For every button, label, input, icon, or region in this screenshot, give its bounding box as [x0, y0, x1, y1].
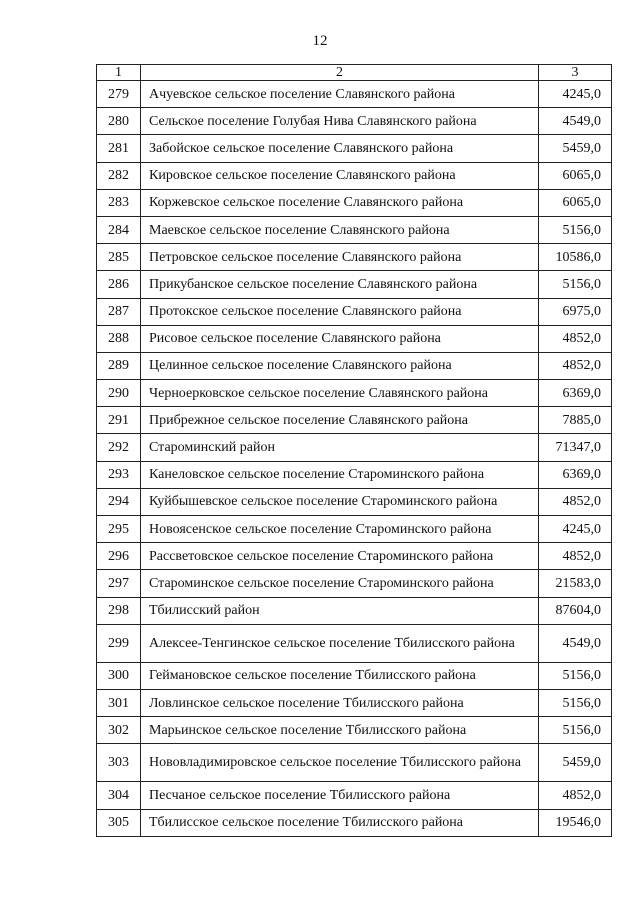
row-value: 5156,0: [539, 662, 612, 689]
row-value: 6065,0: [539, 189, 612, 216]
header-col-1: 1: [97, 65, 141, 81]
row-value: 4245,0: [539, 516, 612, 543]
row-number: 299: [97, 624, 141, 662]
row-value: 7885,0: [539, 407, 612, 434]
header-col-2: 2: [141, 65, 539, 81]
row-name: Целинное сельское поселение Славянского района: [141, 352, 539, 379]
row-value: 5156,0: [539, 271, 612, 298]
row-number: 300: [97, 662, 141, 689]
row-number: 293: [97, 461, 141, 488]
row-value: 5156,0: [539, 689, 612, 716]
row-number: 292: [97, 434, 141, 461]
table-row: [97, 81, 612, 108]
row-value: 4245,0: [539, 81, 612, 108]
row-name: Староминский район: [141, 434, 539, 461]
row-value: 4852,0: [539, 782, 612, 809]
page-number: 12: [312, 33, 328, 49]
table-row: [97, 162, 612, 189]
row-name: Коржевское сельское поселение Славянского района: [141, 189, 539, 216]
row-value: 6369,0: [539, 380, 612, 407]
row-number: 279: [97, 81, 141, 108]
row-number: 291: [97, 407, 141, 434]
row-value: 5156,0: [539, 717, 612, 744]
row-name: Рассветовское сельское поселение Староминского района: [141, 543, 539, 570]
table-row: [97, 488, 612, 515]
row-name: Петровское сельское поселение Славянского района: [141, 244, 539, 271]
row-value: 71347,0: [539, 434, 612, 461]
row-number: 297: [97, 570, 141, 597]
row-number: 302: [97, 717, 141, 744]
row-number: 305: [97, 809, 141, 836]
row-number: 295: [97, 516, 141, 543]
row-name: Тбилисское сельское поселение Тбилисского района: [141, 809, 539, 836]
row-name: Куйбышевское сельское поселение Староминского района: [141, 488, 539, 515]
table-row: [97, 570, 612, 597]
table-row: [97, 380, 612, 407]
row-value: 6975,0: [539, 298, 612, 325]
row-number: 304: [97, 782, 141, 809]
table-row: [97, 434, 612, 461]
table-row: [97, 543, 612, 570]
table-row: [97, 407, 612, 434]
table-row: [97, 271, 612, 298]
row-value: 19546,0: [539, 809, 612, 836]
table-row: [97, 689, 612, 716]
table-row: [97, 216, 612, 243]
row-value: 4852,0: [539, 543, 612, 570]
row-name: Маевское сельское поселение Славянского района: [141, 216, 539, 243]
row-value: 4549,0: [539, 108, 612, 135]
table-row: [97, 782, 612, 809]
row-number: 283: [97, 189, 141, 216]
table-row: [97, 624, 612, 662]
table-row: [97, 597, 612, 624]
row-number: 285: [97, 244, 141, 271]
row-name: Черноерковское сельское поселение Славянского района: [141, 380, 539, 407]
row-number: 286: [97, 271, 141, 298]
row-value: 4852,0: [539, 352, 612, 379]
row-name: Канеловское сельское поселение Староминского района: [141, 461, 539, 488]
row-name: Протокское сельское поселение Славянского района: [141, 298, 539, 325]
row-name: Рисовое сельское поселение Славянского района: [141, 325, 539, 352]
table-row: [97, 744, 612, 782]
table-row: [97, 461, 612, 488]
row-number: 303: [97, 744, 141, 782]
row-value: 10586,0: [539, 244, 612, 271]
row-number: 284: [97, 216, 141, 243]
table-row: [97, 298, 612, 325]
row-value: 5459,0: [539, 744, 612, 782]
table-row: [97, 325, 612, 352]
row-number: 290: [97, 380, 141, 407]
row-name: Алексее-Тенгинское сельское поселение Тбилисского района: [141, 624, 539, 662]
table-row: [97, 516, 612, 543]
row-name: Сельское поселение Голубая Нива Славянского района: [141, 108, 539, 135]
row-name: Песчаное сельское поселение Тбилисского района: [141, 782, 539, 809]
row-value: 6065,0: [539, 162, 612, 189]
row-number: 281: [97, 135, 141, 162]
table-row: [97, 352, 612, 379]
table-row: [97, 244, 612, 271]
table-row: [97, 189, 612, 216]
table-row: [97, 717, 612, 744]
allocation-table: [96, 64, 612, 837]
row-value: 4549,0: [539, 624, 612, 662]
row-name: Новоясенское сельское поселение Староминского района: [141, 516, 539, 543]
row-number: 280: [97, 108, 141, 135]
table-row: [97, 809, 612, 836]
row-number: 298: [97, 597, 141, 624]
row-name: Прикубанское сельское поселение Славянского района: [141, 271, 539, 298]
table-row: [97, 108, 612, 135]
row-value: 21583,0: [539, 570, 612, 597]
row-number: 282: [97, 162, 141, 189]
header-col-3: 3: [539, 65, 612, 81]
row-name: Марьинское сельское поселение Тбилисского района: [141, 717, 539, 744]
row-name: Прибрежное сельское поселение Славянского района: [141, 407, 539, 434]
row-number: 296: [97, 543, 141, 570]
row-number: 289: [97, 352, 141, 379]
row-number: 301: [97, 689, 141, 716]
row-number: 294: [97, 488, 141, 515]
table-header-row: [97, 65, 612, 81]
row-value: 5459,0: [539, 135, 612, 162]
row-name: Геймановское сельское поселение Тбилисского района: [141, 662, 539, 689]
row-name: Староминское сельское поселение Староминского района: [141, 570, 539, 597]
row-value: 5156,0: [539, 216, 612, 243]
table-row: [97, 662, 612, 689]
row-value: 4852,0: [539, 325, 612, 352]
row-name: Ачуевское сельское поселение Славянского района: [141, 81, 539, 108]
row-number: 287: [97, 298, 141, 325]
row-name: Кировское сельское поселение Славянского района: [141, 162, 539, 189]
row-number: 288: [97, 325, 141, 352]
row-value: 6369,0: [539, 461, 612, 488]
row-name: Забойское сельское поселение Славянского района: [141, 135, 539, 162]
row-value: 87604,0: [539, 597, 612, 624]
row-name: Тбилисский район: [141, 597, 539, 624]
row-name: Нововладимировское сельское поселение Тбилисского района: [141, 744, 539, 782]
table-row: [97, 135, 612, 162]
row-name: Ловлинское сельское поселение Тбилисского района: [141, 689, 539, 716]
row-value: 4852,0: [539, 488, 612, 515]
